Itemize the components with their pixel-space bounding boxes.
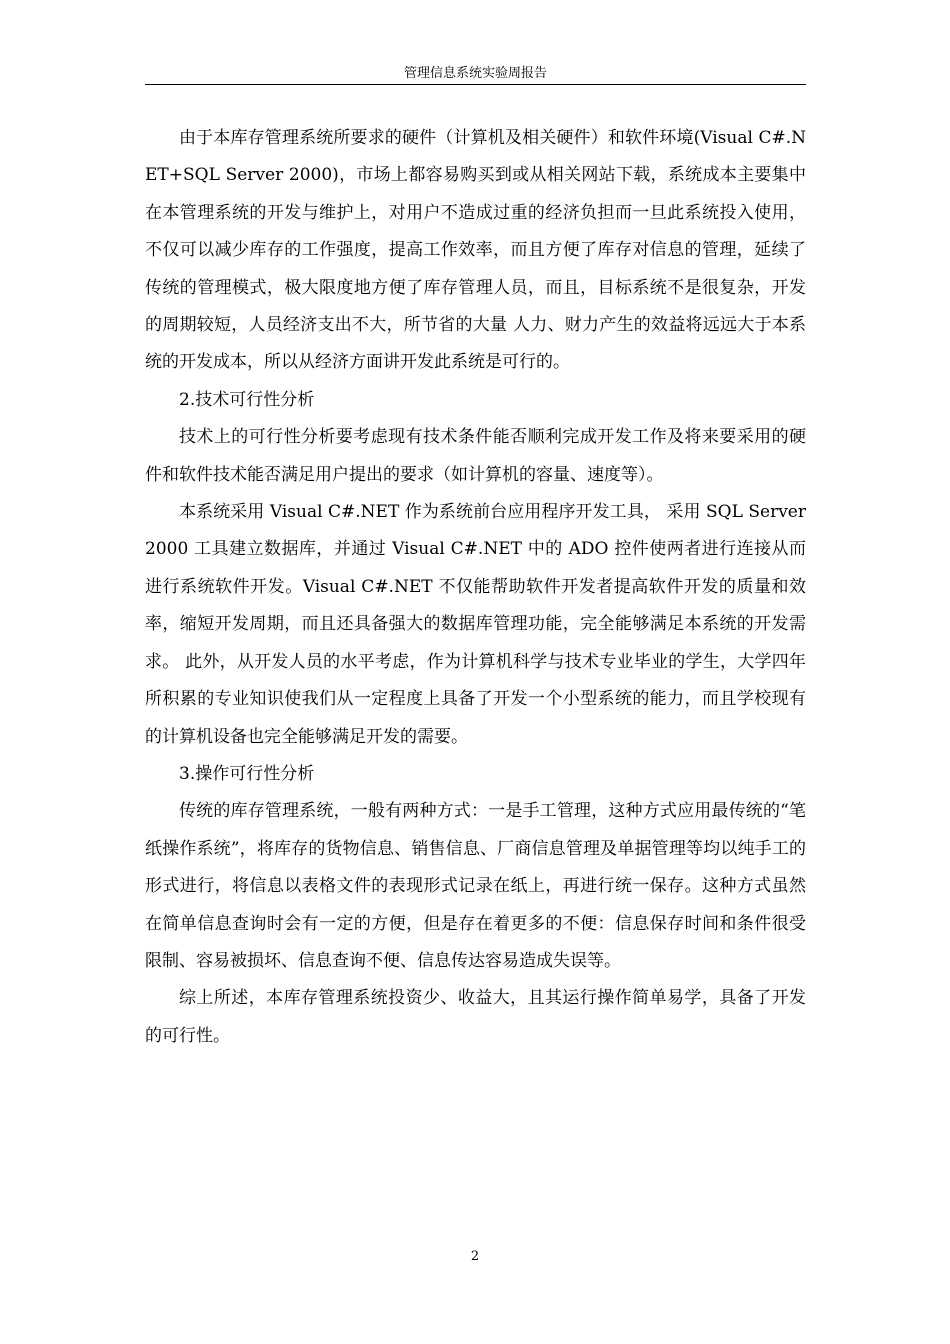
paragraph-conclusion: 综上所述，本库存管理系统投资少、收益大，且其运行操作简单易学，具备了开发的可行性。 [145, 988, 806, 1046]
paragraph-traditional-management: 传统的库存管理系统，一般有两种方式：一是手工管理，这种方式应用最传统的“笔纸操作系统”，将库存的货物信息、销售信息、厂商信息管理及单据管理等均以纯手工的形式进行，将信息以表格文件的表现形式记录在纸上，再进行统一保存。这种方式虽然在简单信息查询时会有一定的方便，但是存在着更多的不便：信息保存时间和条件很受限制、容易被损坏、信息查询不便、信息传达容易造成失误等。 [145, 801, 806, 971]
page-number: 2 [470, 1249, 480, 1264]
paragraph-technical-tools: 本系统采用 Visual C#.NET 作为系统前台应用程序开发工具， 采用 SQL Server 2000 工具建立数据库，并通过 Visual C#.NET 中的 ADO 控件使两者进行连接从而进行系统软件开发。Visual C#.NET 不仅能帮助软件开发者提高软件开发的质量和效率，缩短开发周期，而且还具备强大的数据库管理功能，完全能够满足本系统的开发需求。 此外，从开发人员的水平考虑，作为计算机科学与技术专业毕业的学生，大学四年所积累的专业知识使我们从一定程度上具备了开发一个小型系统的能力，而且学校现有的计算机设备也完全能够满足开发的需要。 [145, 502, 806, 747]
page-header [145, 64, 806, 85]
paragraph-economic-feasibility: 由于本库存管理系统所要求的硬件（计算机及相关硬件）和软件环境(Visual C#.NET+SQL Server 2000)，市场上都容易购买到或从相关网站下载，系统成本主要集中在本管理系统的开发与维护上，对用户不造成过重的经济负担而一旦此系统投入使用，不仅可以减少库存的工作强度，提高工作效率，而且方便了库存对信息的管理，延续了传统的管理模式，极大限度地方便了库存管理人员，而且，目标系统不是很复杂，开发的周期较短，人员经济支出不大，所节省的大量 人力、财力产生的效益将远远大于本系统的开发成本，所以从经济方面讲开发此系统是可行的。 [145, 128, 806, 373]
heading-technical-feasibility: 2.技术可行性分析 [179, 389, 315, 410]
paragraph-technical-requirements: 技术上的可行性分析要考虑现有技术条件能否顺利完成开发工作及将来要采用的硬件和软件技术能否满足用户提出的要求（如计算机的容量、速度等）。 [145, 427, 806, 485]
document-body [145, 120, 806, 1055]
heading-operational-feasibility: 3.操作可行性分析 [179, 763, 315, 784]
header-title: 管理信息系统实验周报告 [403, 66, 547, 81]
